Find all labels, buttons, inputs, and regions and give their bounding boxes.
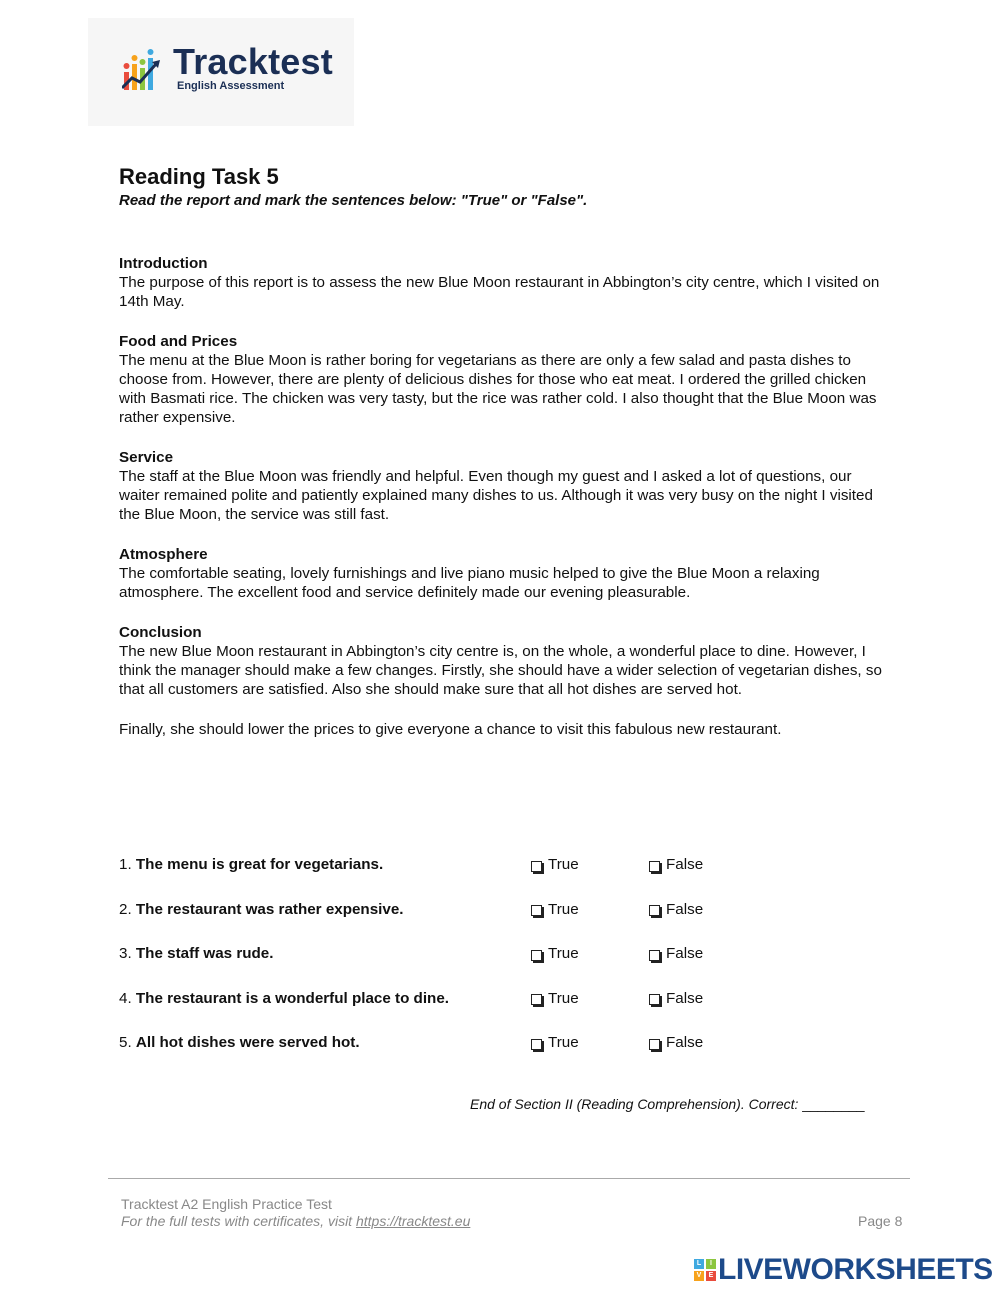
question-statement: All hot dishes were served hot.	[135, 1034, 360, 1051]
section-heading: Introduction	[119, 255, 208, 272]
mark-letter: V	[694, 1271, 704, 1281]
checkbox-icon[interactable]	[531, 905, 542, 916]
question-text	[119, 943, 273, 965]
question-row	[119, 854, 759, 899]
true-label: True	[548, 900, 579, 918]
report-section-conclusion	[119, 623, 889, 699]
false-label: False	[666, 856, 704, 873]
question-row	[119, 899, 759, 944]
true-label: True	[548, 1034, 579, 1051]
end-of-section-note	[470, 1096, 865, 1112]
question-text	[119, 899, 404, 921]
question-number: 4.	[119, 989, 132, 1007]
question-statement: The restaurant was rather expensive.	[135, 900, 404, 918]
question-statement: The restaurant is a wonderful place to dine.	[135, 989, 450, 1007]
true-option[interactable]	[531, 988, 579, 1010]
checkbox-icon[interactable]	[649, 905, 660, 916]
mark-letter: L	[694, 1259, 704, 1269]
end-note-text: End of Section II (Reading Comprehension). Correct:	[470, 1096, 799, 1112]
question-text	[119, 988, 449, 1010]
question-row	[119, 943, 759, 988]
section-heading: Conclusion	[119, 624, 202, 641]
checkbox-icon[interactable]	[531, 994, 542, 1005]
false-label: False	[666, 900, 704, 918]
footer-visit-text: For the full tests with certificates, visit	[121, 1213, 353, 1229]
score-blank[interactable]: ________	[802, 1096, 865, 1112]
task-instruction: Read the report and mark the sentences below: "True" or "False".	[119, 192, 588, 209]
question-number: 1.	[119, 856, 132, 873]
false-option[interactable]	[649, 943, 703, 965]
question-number: 5.	[119, 1034, 132, 1051]
false-option[interactable]	[649, 899, 703, 921]
false-option[interactable]	[649, 1032, 703, 1054]
checkbox-icon[interactable]	[649, 950, 660, 961]
checkbox-icon[interactable]	[531, 861, 542, 872]
true-option[interactable]	[531, 1032, 579, 1054]
section-heading: Service	[119, 449, 174, 466]
logo-name: Tracktest	[173, 41, 333, 82]
section-text: The comfortable seating, lovely furnishings and live piano music helped to give the Blue Moon a relaxing atmosphere. The excellent food and service definitely made our evening pleasurable.	[119, 565, 820, 601]
false-label: False	[666, 989, 704, 1007]
true-label: True	[548, 989, 579, 1007]
false-label: False	[666, 945, 704, 962]
true-label: True	[548, 945, 579, 962]
true-option[interactable]	[531, 854, 579, 876]
section-heading: Atmosphere	[119, 546, 208, 563]
false-option[interactable]	[649, 854, 703, 876]
report-final-paragraph	[119, 720, 889, 739]
report-section-introduction	[119, 254, 889, 311]
true-option[interactable]	[531, 943, 579, 965]
section-text: The menu at the Blue Moon is rather boring for vegetarians as there are only a few salad and pasta dishes to choose from. However, there are plenty of delicious dishes for those who eat meat. I ordered the grilled chicken with Basmati rice. The chicken was very tasty, but the rice was rather cold. I also thought that the Blue Moon was rather expensive.	[119, 352, 877, 426]
checkbox-icon[interactable]	[531, 1039, 542, 1050]
report-section-service	[119, 448, 889, 524]
question-statement: The menu is great for vegetarians.	[135, 856, 384, 873]
liveworksheets-wordmark: LIVEWORKSHEETS	[718, 1253, 993, 1286]
question-row	[119, 988, 759, 1033]
footer-visit-line	[121, 1213, 470, 1229]
checkbox-icon[interactable]	[649, 994, 660, 1005]
mark-letter: E	[706, 1271, 716, 1281]
footer-test-name: Tracktest A2 English Practice Test	[121, 1196, 332, 1212]
page-number: Page 8	[858, 1213, 903, 1229]
report-section-food-prices	[119, 332, 889, 427]
liveworksheets-logo-icon	[694, 1259, 716, 1281]
footer-link[interactable]: https://tracktest.eu	[355, 1213, 471, 1229]
true-option[interactable]	[531, 899, 579, 921]
false-option[interactable]	[649, 988, 703, 1010]
logo	[88, 18, 354, 126]
section-text: Finally, she should lower the prices to give everyone a chance to visit this fabulous new restaurant.	[119, 721, 782, 738]
section-heading: Food and Prices	[119, 333, 238, 350]
false-label: False	[666, 1034, 704, 1051]
footer-divider	[108, 1178, 910, 1179]
question-text	[119, 1032, 360, 1054]
question-text	[119, 854, 383, 876]
report-section-atmosphere	[119, 545, 889, 602]
true-label: True	[548, 856, 579, 873]
report	[119, 254, 889, 760]
tracktest-logo-icon	[122, 48, 162, 94]
question-row	[119, 1032, 759, 1077]
section-text: The staff at the Blue Moon was friendly and helpful. Even though my guest and I asked a lot of questions, our waiter remained polite and patiently explained many dishes to us. Although it was very busy on the night I visited the Blue Moon, the service was still fast.	[119, 468, 873, 523]
task-title: Reading Task 5	[119, 164, 279, 189]
question-number: 2.	[119, 900, 132, 918]
liveworksheets-watermark	[694, 1255, 993, 1285]
question-number: 3.	[119, 945, 132, 962]
checkbox-icon[interactable]	[649, 1039, 660, 1050]
question-list	[119, 854, 759, 1077]
question-statement: The staff was rude.	[135, 945, 274, 962]
section-text: The purpose of this report is to assess the new Blue Moon restaurant in Abbington’s city centre, which I visited on 14th May.	[119, 274, 880, 310]
checkbox-icon[interactable]	[531, 950, 542, 961]
mark-letter: I	[706, 1259, 716, 1269]
section-text: The new Blue Moon restaurant in Abbington’s city centre is, on the whole, a wonderful place to dine. However, I think the manager should make a few changes. Firstly, she should have a wider selection of vegetarian dishes, so that all customers are satisfied. Also she should make sure that all hot dishes are served hot.	[119, 643, 882, 698]
checkbox-icon[interactable]	[649, 861, 660, 872]
logo-subtitle: English Assessment	[177, 80, 285, 92]
